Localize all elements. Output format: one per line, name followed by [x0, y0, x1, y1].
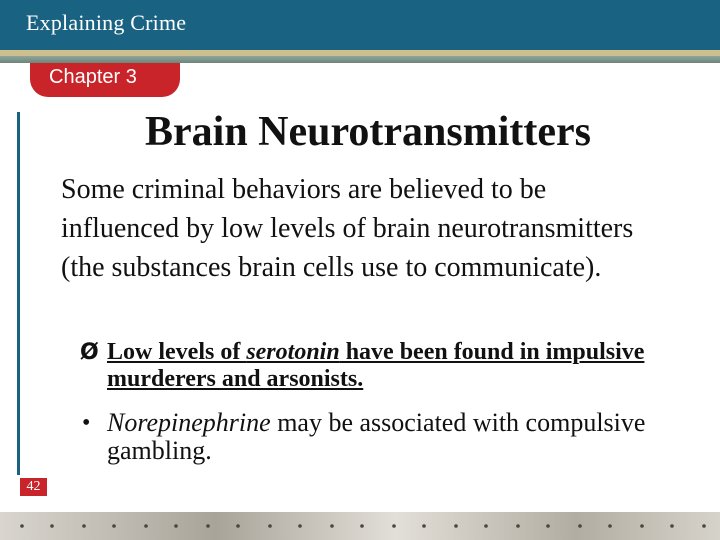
- bullet-serotonin-term: serotonin: [246, 339, 340, 365]
- intro-paragraph: Some criminal behaviors are believed to be influenced by low levels of brain neurotransmitters (the substances brain cells use to communicate).: [61, 174, 634, 283]
- bullet-norepinephrine: [107, 409, 667, 465]
- footer-dots-decoration: [0, 520, 720, 532]
- bullet-norepinephrine-suffix: may be associated with compulsive gambling.: [107, 408, 646, 465]
- dot-bullet-icon: •: [82, 410, 91, 436]
- arrow-bullet-icon: Ø: [80, 340, 99, 365]
- left-rule-divider: [17, 112, 20, 475]
- slide-title: Brain Neurotransmitters: [145, 109, 591, 155]
- bullet-serotonin-prefix: Low levels of: [107, 339, 247, 365]
- header-title: Explaining Crime: [26, 10, 187, 35]
- header-stripe-gray: [0, 56, 720, 63]
- chapter-label: Chapter 3: [49, 66, 137, 88]
- bullet-serotonin-suffix: have been found in impulsive murderers and arsonists.: [107, 339, 645, 392]
- bullet-norepinephrine-term: Norepinephrine: [107, 408, 271, 437]
- page-number: 42: [26, 479, 41, 494]
- bullet-serotonin: [107, 339, 667, 393]
